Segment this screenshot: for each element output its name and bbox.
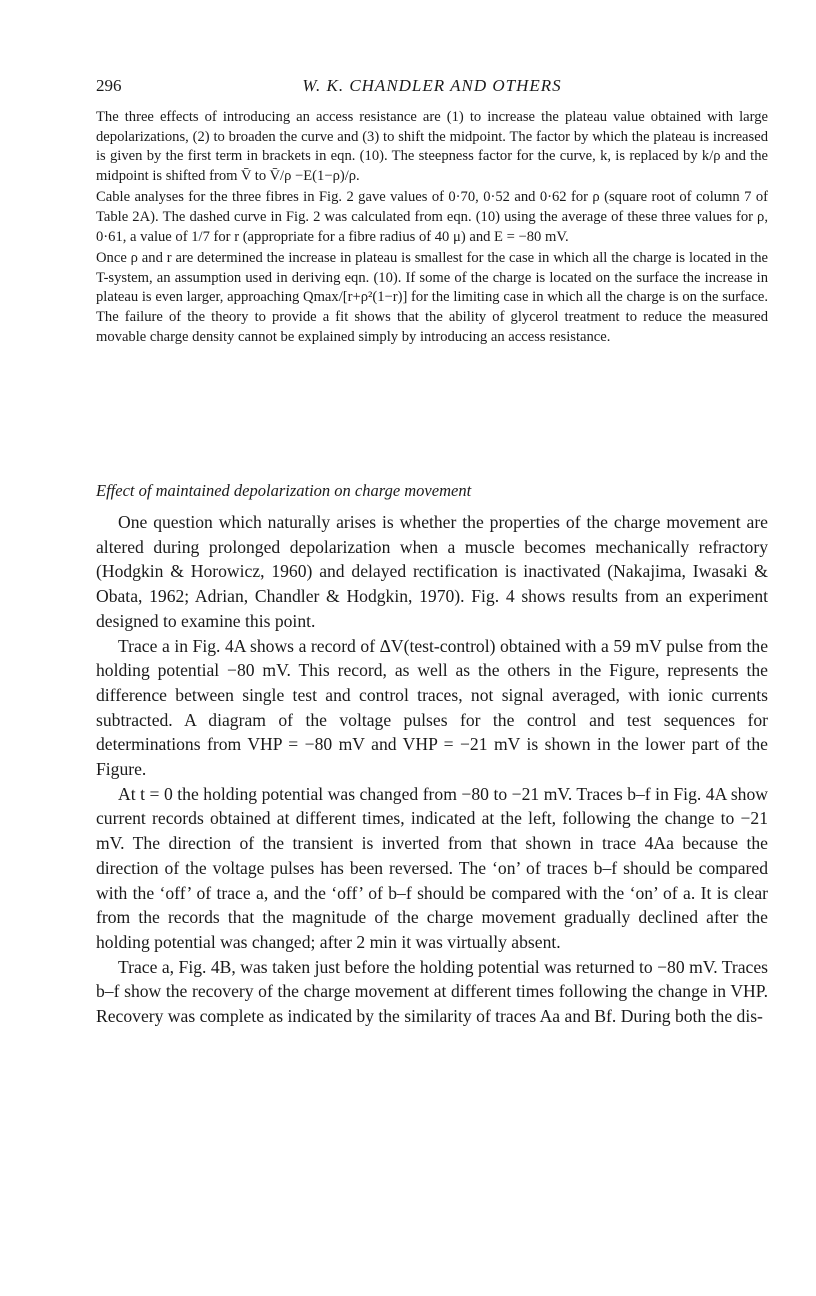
section-heading: Effect of maintained depolarization on charge movement [96,481,472,500]
paragraph: The three effects of introducing an access resistance are (1) to increase the plateau value obtained with large depolarizations, (2) to broaden the curve and (3) to shift the midpoint. The factor by which the plateau is increased is given by the first term in brackets in eqn. (10). The steepness factor for the curve, k, is replaced by k/ρ and the midpoint is shifted from V̄ to V̄/ρ −E(1−ρ)/ρ. [96,109,768,184]
paragraph: Trace a, Fig. 4B, was taken just before the holding potential was returned to −80 mV. Traces b–f show the recovery of the charge movement at different times following the change in VHP. Recovery was complete as indicated by the similarity of traces Aa and Bf. During both the dis- [96,956,768,1027]
paragraph: At t = 0 the holding potential was changed from −80 to −21 mV. Traces b–f in Fig. 4A show current records obtained at different times, indicated at the left, following the change to −21 mV. The direction of the transient is inverted from that shown in trace 4Aa because the direction of the voltage pulses has been reversed. The ‘on’ of traces b–f should be compared with the ‘off’ of trace a, and the ‘off’ of b–f should be compared with the ‘on’ of a. It is clear from the records that the magnitude of the charge movement gradually declined after the holding potential was changed; after 2 min it was virtually absent. [96,783,768,952]
body-text-block [96,510,768,1029]
small-print-block [96,108,768,347]
page-header [96,76,768,98]
paragraph: One question which naturally arises is whether the properties of the charge movement are altered during prolonged depolarization when a muscle becomes mechanically refractory (Hodgkin & Horowicz, 1960) and delayed rectification is inactivated (Nakajima, Iwasaki & Obata, 1962; Adrian, Chandler & Hodgkin, 1970). Fig. 4 shows results from an experiment designed to examine this point. [96,512,768,631]
page-number: 296 [96,76,122,95]
paragraph: Trace a in Fig. 4A shows a record of ΔV(test-control) obtained with a 59 mV pulse from the holding potential −80 mV. This record, as well as the others in the Figure, represents the difference between single test and control traces, not signal averaged, with ionic currents subtracted. A diagram of the voltage pulses for the control and test sequences for determinations from VHP = −80 mV and VHP = −21 mV is shown in the lower part of the Figure. [96,635,768,780]
running-head: W. K. CHANDLER AND OTHERS [302,76,562,95]
paragraph: Once ρ and r are determined the increase in plateau is smallest for the case in which all the charge is located in the T-system, an assumption used in deriving eqn. (10). If some of the charge is located on the surface the increase in plateau is even larger, approaching Qmax/[r+ρ²(1−r)] for the limiting case in which all the charge is on the surface. The failure of the theory to provide a fit shows that the ability of glycerol treatment to reduce the measured movable charge density cannot be explained simply by introducing an access resistance. [96,250,768,345]
paragraph: Cable analyses for the three fibres in Fig. 2 gave values of 0·70, 0·52 and 0·62 for ρ (square root of column 7 of Table 2A). The dashed curve in Fig. 2 was calculated from eqn. (10) using the average of these three values for ρ, 0·61, a value of 1/7 for r (appropriate for a fibre radius of 40 μ) and E = −80 mV. [96,189,768,245]
